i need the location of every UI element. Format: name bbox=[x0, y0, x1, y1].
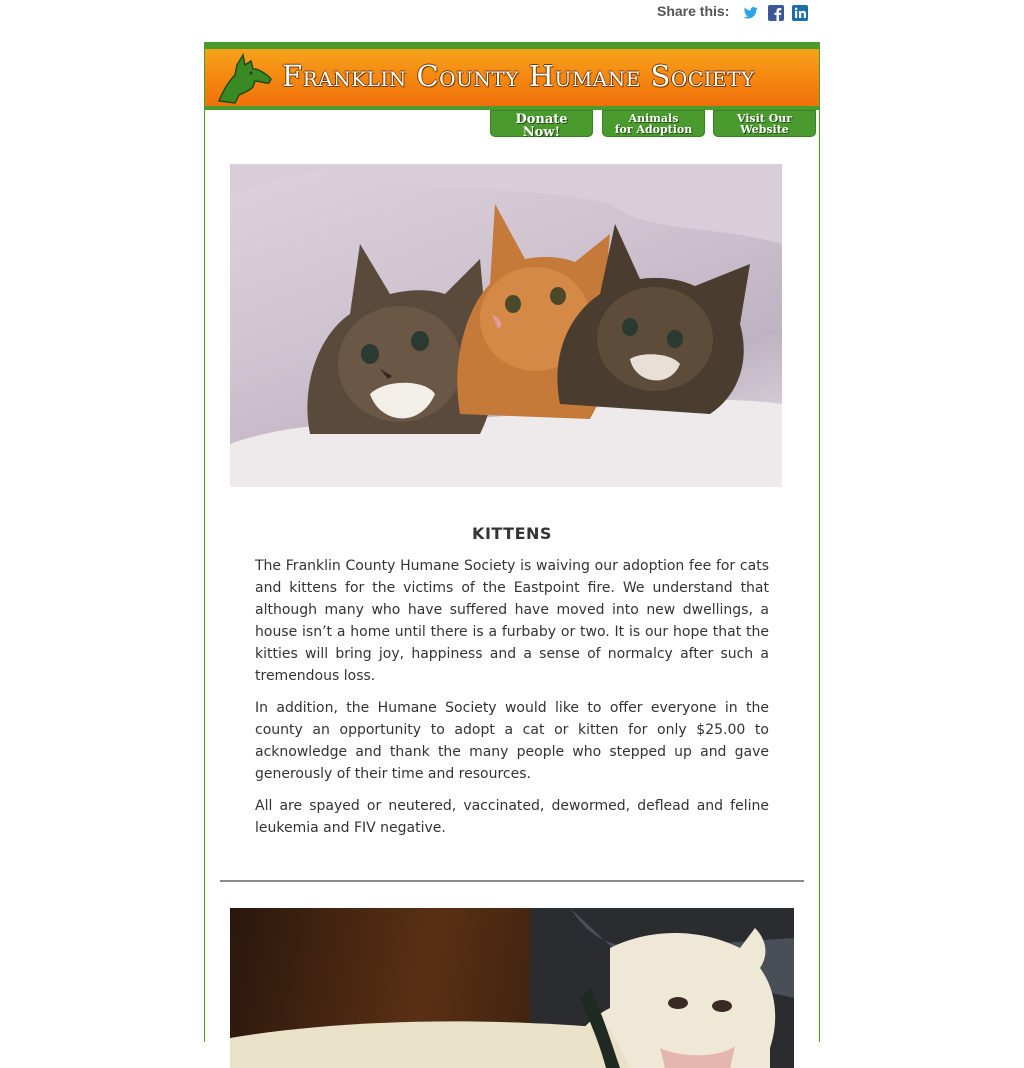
article-body bbox=[255, 555, 769, 849]
dog-photo bbox=[230, 908, 794, 1068]
article-paragraph: In addition, the Humane Society would like to offer everyone in the county an opportunity to adopt a cat or kitten for only $25.00 to acknowledge and thank the many people who stepped up and gave generously of their time and resources. bbox=[255, 700, 769, 782]
banner-title: Franklin County Humane Society bbox=[282, 59, 755, 93]
facebook-icon[interactable] bbox=[768, 5, 784, 21]
visit-website-button[interactable] bbox=[713, 110, 816, 137]
article-heading: KITTENS bbox=[472, 524, 552, 543]
visit-label-line1: Visit Our bbox=[736, 112, 793, 125]
share-label: Share this: bbox=[657, 3, 730, 19]
article-paragraph: All are spayed or neutered, vaccinated, dewormed, deflead and feline leukemia and FIV negative. bbox=[255, 798, 769, 836]
section-divider bbox=[220, 880, 804, 882]
donate-now-button[interactable] bbox=[490, 110, 593, 140]
kittens-photo bbox=[230, 164, 782, 487]
dog-illustration bbox=[230, 908, 794, 1068]
visit-label-line2: Website bbox=[740, 123, 789, 136]
newsletter-frame bbox=[204, 42, 820, 1042]
dog-logo-icon bbox=[213, 51, 277, 107]
animals-for-adoption-button[interactable] bbox=[602, 110, 705, 137]
donate-label-line2: Now! bbox=[522, 125, 561, 140]
donate-label-line1: Donate bbox=[515, 112, 568, 127]
adopt-label-line2: for Adoption bbox=[614, 123, 693, 136]
article-paragraph: The Franklin County Humane Society is waiving our adoption fee for cats and kittens for the victims of the Eastpoint fire. We understand that although many who have suffered have moved into new dwellings, a house isn’t a home until there is a furbaby or two. It is our hope that the kitties will bring joy, happiness and a sense of normalcy after such a tremendous loss. bbox=[255, 558, 769, 684]
twitter-icon[interactable] bbox=[743, 5, 759, 21]
kittens-illustration bbox=[230, 164, 782, 487]
header-banner bbox=[205, 42, 819, 110]
adopt-label-line1: Animals bbox=[628, 112, 679, 125]
share-bar bbox=[0, 0, 1024, 40]
linkedin-icon[interactable] bbox=[792, 5, 808, 21]
